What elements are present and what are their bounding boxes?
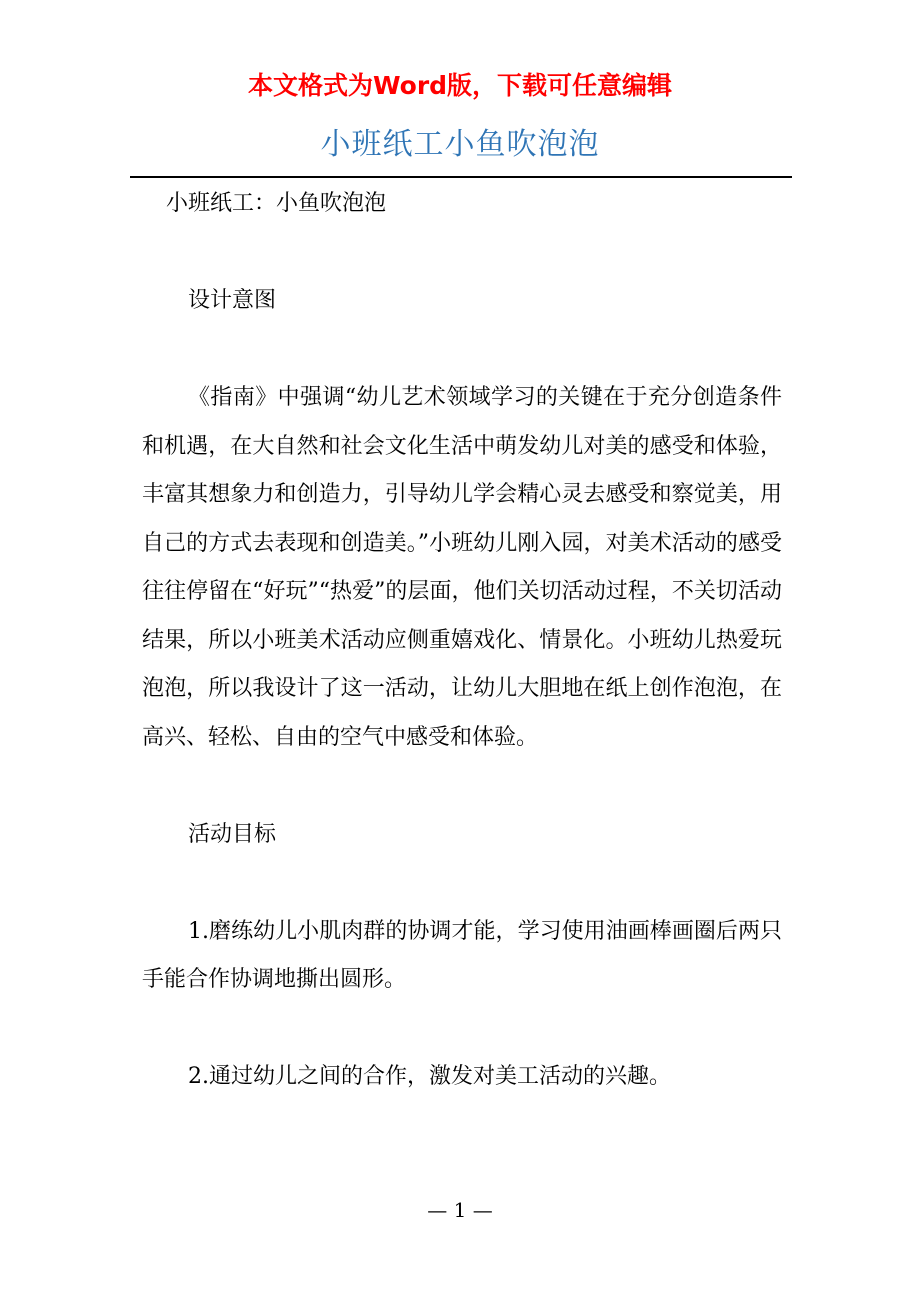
subtitle: 小班纸工：小鱼吹泡泡 [166,191,387,216]
document-title: 小班纸工小鱼吹泡泡 [320,127,600,162]
document-body [142,180,782,1102]
page-number: — 1 — [427,1198,493,1222]
format-notice: 本文格式为Word版，下载可任意编辑 [247,71,673,100]
spacer [142,326,782,375]
section-heading-activity-goals: 活动目标 [188,821,277,847]
spacer [142,762,782,811]
goal-item-1: 1.磨练幼儿小肌肉群的协调才能，学习使用油画棒画圈后两只手能合作协调地撕出圆形。 [142,918,782,992]
design-intent-paragraph: 《指南》中强调“幼儿艺术领域学习的关键在于充分创造条件和机遇，在大自然和社会文化生活中萌发幼儿对美的感受和体验，丰富其想象力和创造力，引导幼儿学会精心灵去感受和察觉美，用自己的方式去表现和创造美。”小班幼儿刚入园，对美术活动的感受往往停留在“好玩”“热爱”的层面，他们关切活动过程，不关切活动结果，所以小班美术活动应侧重嬉戏化、情景化。小班幼儿热爱玩泡泡，所以我设计了这一活动，让幼儿大胆地在纸上创作泡泡，在高兴、轻松、自由的空气中感受和体验。 [142,385,782,750]
spacer [142,859,782,908]
section-heading-design-intent: 设计意图 [188,288,277,313]
spacer [142,229,782,278]
spacer [142,1005,782,1054]
goal-item-2: 2.通过幼儿之间的合作，激发对美工活动的兴趣。 [188,1064,671,1089]
title-divider [130,176,792,178]
